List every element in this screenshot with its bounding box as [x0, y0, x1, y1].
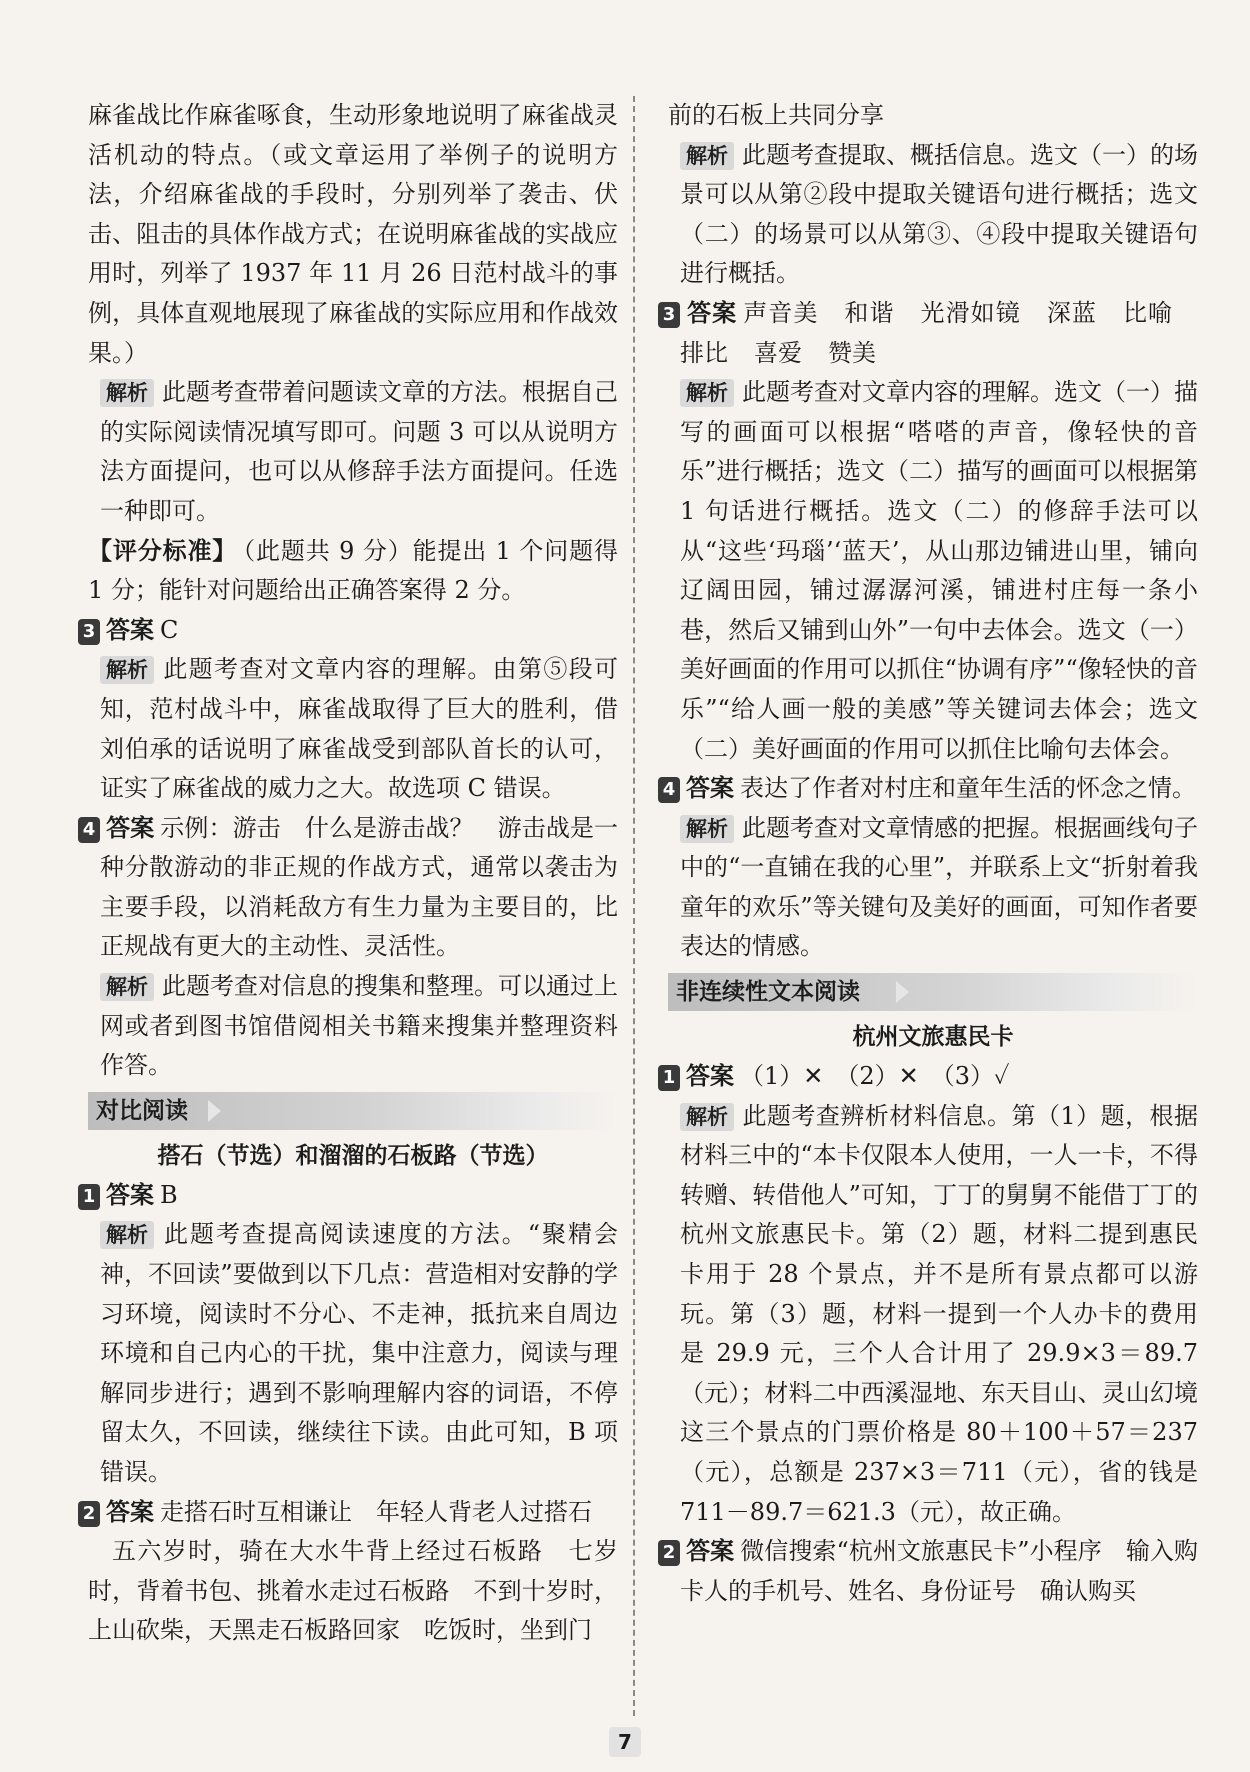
- answer-word: 赞美: [828, 338, 876, 367]
- question-number-badge: 4: [78, 817, 100, 843]
- jiexi-block: [88, 373, 618, 531]
- answer-item: [662, 294, 1198, 373]
- jiexi-block: [668, 136, 1198, 294]
- jiexi-tag: 解析: [680, 1103, 734, 1131]
- jiexi-text: 此题考查对文章情感的把握。根据画线句子中的“一直铺在我的心里”，并联系上文“折射着我童年的欢乐”等关键句及美好的画面，可知作者要表达的情感。: [680, 813, 1198, 961]
- answer-item: [662, 1057, 1198, 1097]
- answer-label: 答案: [686, 774, 734, 803]
- jiexi-block: [88, 967, 618, 1086]
- jiexi-block: [88, 1215, 618, 1492]
- answer-label: 答案: [106, 1180, 154, 1209]
- answer-item: [82, 809, 619, 967]
- jiexi-tag: 解析: [100, 973, 154, 1001]
- score-standard: [88, 532, 618, 611]
- section-title: 对比阅读: [96, 1097, 188, 1124]
- question-number-badge: 1: [78, 1184, 100, 1210]
- jiexi-tag: 解析: [680, 815, 734, 843]
- answer-text: 表达了作者对村庄和童年生活的怀念之情。: [740, 774, 1196, 803]
- left-column: [82, 96, 619, 1651]
- jiexi-tag: 解析: [100, 1221, 154, 1249]
- section-banner: [88, 1092, 618, 1130]
- jiexi-text: 此题考查提高阅读速度的方法。“聚精会神，不回读”要做到以下几点：营造相对安静的学习环境，阅读时不分心、不走神，抵抗来自周边环境和自己内心的干扰，集中注意力，阅读与理解同步进行；遇到不影响理解内容的词语，不停留太久，不回读，继续往下读。由此可知，B 项错误。: [100, 1220, 618, 1486]
- jiexi-text: 此题考查对文章内容的理解。由第⑤段可知，范村战斗中，麻雀战取得了巨大的胜利，借刘伯承的话说明了麻雀战受到部队首长的认可，证实了麻雀战的威力之大。故选项 C 错误。: [100, 655, 618, 803]
- answer-text: B: [160, 1180, 178, 1209]
- jiexi-tag: 解析: [680, 379, 734, 407]
- banner-arrow-icon: [208, 1100, 221, 1122]
- answer-continuation: 五六岁时，骑在大水牛背上经过石板路 七岁时，背着书包、挑着水走过石板路 不到十岁时，上山砍柴，天黑走石板路回家 吃饭时，坐到门: [88, 1537, 618, 1645]
- right-column: [662, 96, 1198, 1611]
- answer-label: 答案: [106, 615, 154, 644]
- section-title: 非连续性文本阅读: [676, 979, 860, 1006]
- answer-text: 微信搜索“杭州文旅惠民卡”小程序 输入购卡人的手机号、姓名、身份证号 确认购买: [680, 1537, 1198, 1605]
- article-title: 杭州文旅惠民卡: [852, 1024, 1014, 1051]
- answer-text: （1）✕ （2）✕ （3）✓: [740, 1062, 1010, 1091]
- answer-label: 答案: [106, 1497, 154, 1526]
- answer-word: 和谐: [844, 298, 895, 327]
- score-label: 【评分标准】: [88, 536, 238, 565]
- section-banner: [668, 973, 1198, 1011]
- score-text: （此题共 9 分）能提出 1 个问题得 1 分；能针对问题给出正确答案得 2 分。: [88, 536, 618, 605]
- question-number-badge: 4: [658, 777, 680, 803]
- jiexi-block: [88, 650, 618, 808]
- answer-item: [82, 1493, 618, 1533]
- paragraph: 麻雀战比作麻雀啄食，生动形象地说明了麻雀战灵活机动的特点。（或文章运用了举例子的说明方法，介绍麻雀战的手段时，分别列举了袭击、伏击、阻击的具体作战方式；在说明麻雀战的实战应用时，列举了 1937 年 11 月 26 日范村战斗的事例，具体直观地展现了麻雀战的实际应用和作战效果。）: [88, 101, 618, 367]
- jiexi-text: 此题考查对信息的搜集和整理。可以通过上网或者到图书馆借阅相关书籍来搜集并整理资料作答。: [100, 972, 618, 1080]
- question-number-badge: 2: [78, 1501, 100, 1527]
- answer-continuation: 前的石板上共同分享: [668, 101, 884, 129]
- page-number: 7: [609, 1727, 641, 1757]
- question-number-badge: 2: [658, 1540, 680, 1566]
- answer-word: 比喻: [1122, 298, 1173, 327]
- jiexi-tag: 解析: [100, 656, 154, 684]
- answer-text: C: [160, 615, 179, 644]
- jiexi-tag: 解析: [680, 142, 734, 170]
- answer-item: [662, 1532, 1198, 1611]
- answer-label: 答案: [686, 1537, 735, 1566]
- answer-label: 答案: [106, 813, 155, 842]
- jiexi-text: 此题考查提取、概括信息。选文（一）的场景可以从第②段中提取关键语句进行概括；选文（二）的场景可以从第③、④段中提取关键语句进行概括。: [680, 140, 1198, 288]
- answer-word: 深蓝: [1046, 298, 1097, 327]
- jiexi-block: [668, 1097, 1198, 1533]
- jiexi-text: 此题考查带着问题读文章的方法。根据自己的实际阅读情况填写即可。问题 3 可以从说明方法方面提问，也可以从修辞手法方面提问。任选一种即可。: [100, 378, 618, 525]
- answer-item: [82, 1176, 618, 1216]
- answer-label: 答案: [686, 298, 738, 327]
- banner-arrow-icon: [896, 981, 909, 1003]
- question-number-badge: 3: [78, 619, 100, 645]
- jiexi-block: [668, 809, 1198, 967]
- answer-label: 答案: [686, 1062, 734, 1091]
- question-number-badge: 3: [658, 302, 680, 328]
- jiexi-text: 此题考查对文章内容的理解。选文（一）描写的画面可以根据“嗒嗒的声音，像轻快的音乐”进行概括；选文（二）描写的画面可以根据第 1 句话进行概括。选文（二）的修辞手法可以从“这些‘玛瑙’‘蓝天’，从山那边铺进山里，铺向辽阔田园，铺过潺潺河溪，铺进村庄每一条小巷，然后又铺到山外”一句中去体会。选文（一）美好画面的作用可以抓住“协调有序”“像轻快的音乐”“给人画一般的美感”等关键词去体会；选文（二）美好画面的作用可以抓住比喻句去体会。: [680, 378, 1198, 763]
- answer-text: 示例：游击 什么是游击战？ 游击战是一种分散游动的非正规的作战方式，通常以袭击为主要手段，以消耗敌方有生力量为主要目的，比正规战有更大的主动性、灵活性。: [100, 813, 619, 961]
- jiexi-block: [668, 373, 1198, 769]
- article-title: 搭石（节选）和溜溜的石板路（节选）: [157, 1142, 549, 1169]
- answer-item: [82, 611, 618, 651]
- column-divider: [633, 96, 635, 1716]
- answer-item: [662, 769, 1198, 809]
- jiexi-text: 此题考查辨析材料信息。第（1）题，根据材料三中的“本卡仅限本人使用，一人一卡，不得转赠、转借他人”可知，丁丁的舅舅不能借丁丁的杭州文旅惠民卡。第（2）题，材料二提到惠民卡用于 28 个景点，并不是所有景点都可以游玩。第（3）题，材料一提到一个人办卡的费用是 29.9 元，三个人合计用了 29.9×3＝89.7（元）；材料二中西溪湿地、东天目山、灵山幻境这三个景点的门票价格是 80＋100＋57＝237（元），总额是 237×3＝711（元），省的钱是 711－89.7＝621.3（元），故正确。: [680, 1101, 1198, 1526]
- answer-text: 走搭石时互相谦让 年轻人背老人过搭石: [160, 1497, 592, 1526]
- answer-word: 喜爱: [754, 338, 802, 367]
- jiexi-tag: 解析: [100, 379, 154, 407]
- answer-word: 光滑如镜: [920, 298, 1021, 327]
- answer-word: 排比: [680, 338, 728, 367]
- answer-word: 声音美: [743, 298, 819, 327]
- question-number-badge: 1: [658, 1065, 680, 1091]
